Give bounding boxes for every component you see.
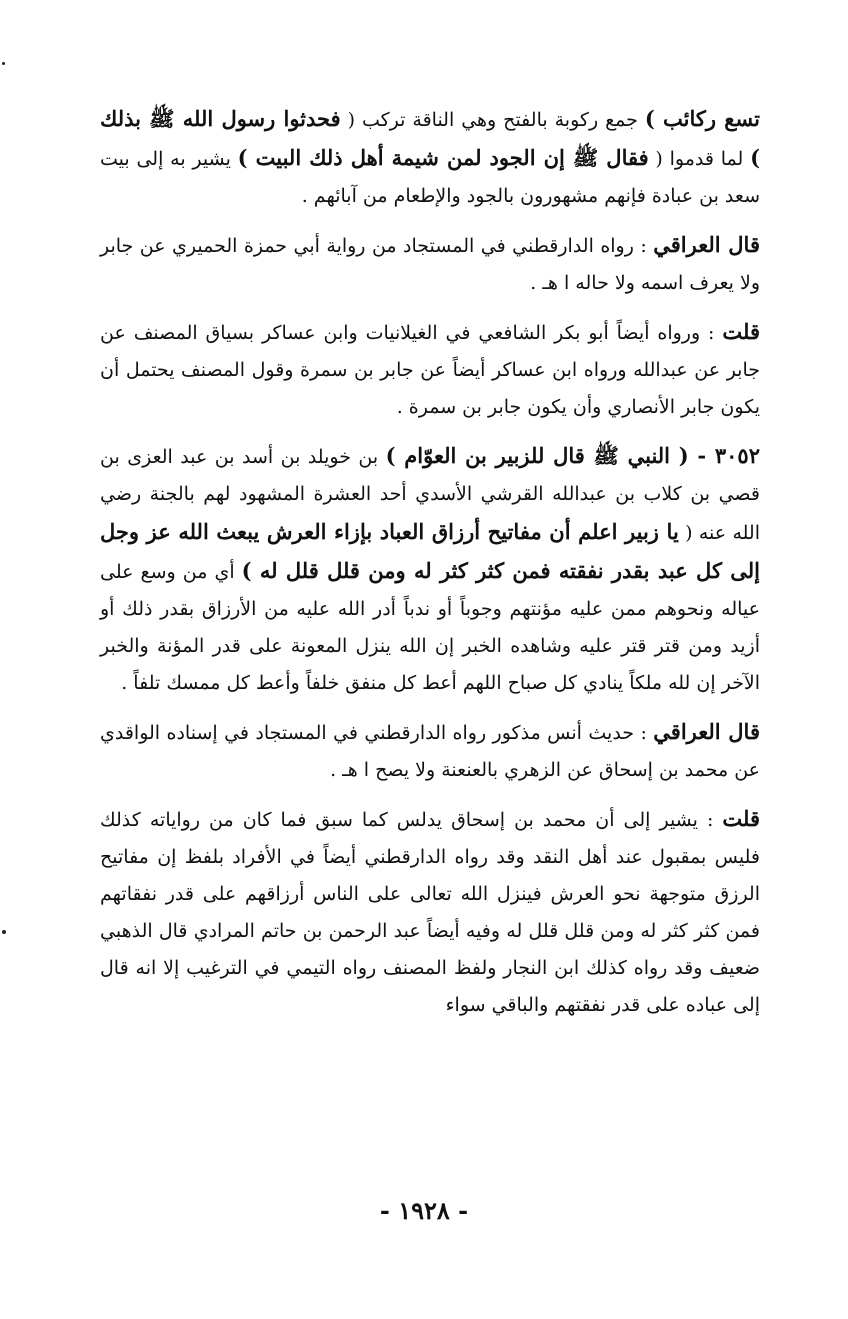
paragraph	[100, 437, 760, 702]
bold-phrase: فحدثوا رسول الله ﷺ بذلك )	[100, 106, 761, 170]
paragraph	[100, 100, 760, 215]
paragraph	[100, 713, 760, 789]
paragraph	[100, 800, 760, 1024]
bold-phrase: قال العراقي	[653, 719, 760, 744]
bold-phrase: فقال ﷺ إن الجود لمن شيمة أهل ذلك البيت )	[237, 145, 649, 170]
text-run: بن خويلد بن أسد بن عبد العزى بن قصي بن كلاب بن عبدالله القرشي الأسدي أحد العشرة المشهود لهم بالجنة رضي الله عنه (	[100, 446, 760, 544]
text-run: : حديث أنس مذكور رواه الدارقطني في المستجاد في إسناده الواقدي عن محمد بن إسحاق عن الزهري بالعنعنة ولا يصح ا هـ .	[100, 722, 760, 781]
scan-speck	[2, 62, 5, 65]
text-run: أي من وسع على عياله ونحوهم ممن عليه مؤنتهم وجوباً أو ندباً أدر الله عليه من الأرزاق بقدر ذلك أو أزيد ومن قتر قتر عليه وشاهده الخبر إن الله ينزل المعونة على قدر المؤنة والخبر الآخر إن لله ملكاً ينادي كل صباح اللهم أعط كل منفق خلفاً وأعط كل ممسك تلفاً .	[100, 561, 760, 694]
page-body	[100, 100, 760, 1035]
bold-phrase: تسع ركائب )	[644, 106, 760, 131]
bold-phrase: قلت	[722, 806, 760, 831]
bold-phrase: قلت	[722, 319, 760, 344]
text-run: : ورواه أيضاً أبو بكر الشافعي في الغيلانيات وابن عساكر بسياق المصنف عن جابر عن عبدالله ورواه ابن عساكر أيضاً عن جابر بن سمرة وقول المصنف يحتمل أن يكون جابر الأنصاري وأن يكون جابر بن سمرة .	[100, 322, 760, 418]
text-run: : يشير إلى أن محمد بن إسحاق يدلس كما سبق فما كان من رواياته كذلك فليس بمقبول عند أهل النقد وقد رواه الدارقطني أيضاً في الأفراد بلفظ إن مفاتيح الرزق متوجهة نحو العرش فينزل الله تعالى على الناس أرزاقهم على قدر نفقاتهم فمن كثر كثر له ومن قلل قلل له وفيه أيضاً عبد الرحمن بن حاتم المرادي قال الذهبي ضعيف وقد رواه كذلك ابن النجار ولفظ المصنف رواه التيمي في الترغيب إلا انه قال إلى عباده على قدر نفقتهم والباقي سواء	[100, 809, 760, 1016]
bold-phrase: يا زبير اعلم أن مفاتيح أرزاق العباد بإزاء العرش يبعث الله عز وجل إلى كل عبد بقدر نفقته فمن كثر كثر له ومن قلل قلل له )	[100, 519, 761, 583]
text-run: : رواه الدارقطني في المستجاد من رواية أبي حمزة الحميري عن جابر ولا يعرف اسمه ولا حاله ا هـ .	[100, 235, 760, 294]
scan-speck	[2, 930, 6, 934]
paragraph	[100, 226, 760, 302]
hadith-heading: ٣٠٥٢ - ( النبي ﷺ قال للزبير بن العوّام )	[385, 443, 760, 468]
page-number: - ١٩٢٨ -	[379, 1196, 469, 1225]
text-run: جمع ركوبة بالفتح وهي الناقة تركب (	[340, 109, 645, 131]
text-run: لما قدموا (	[648, 148, 751, 170]
paragraph	[100, 313, 760, 426]
bold-phrase: قال العراقي	[653, 232, 760, 257]
text-run: يشير به إلى بيت سعد بن عبادة فإنهم مشهورون بالجود والإطعام من آبائهم .	[100, 148, 760, 207]
